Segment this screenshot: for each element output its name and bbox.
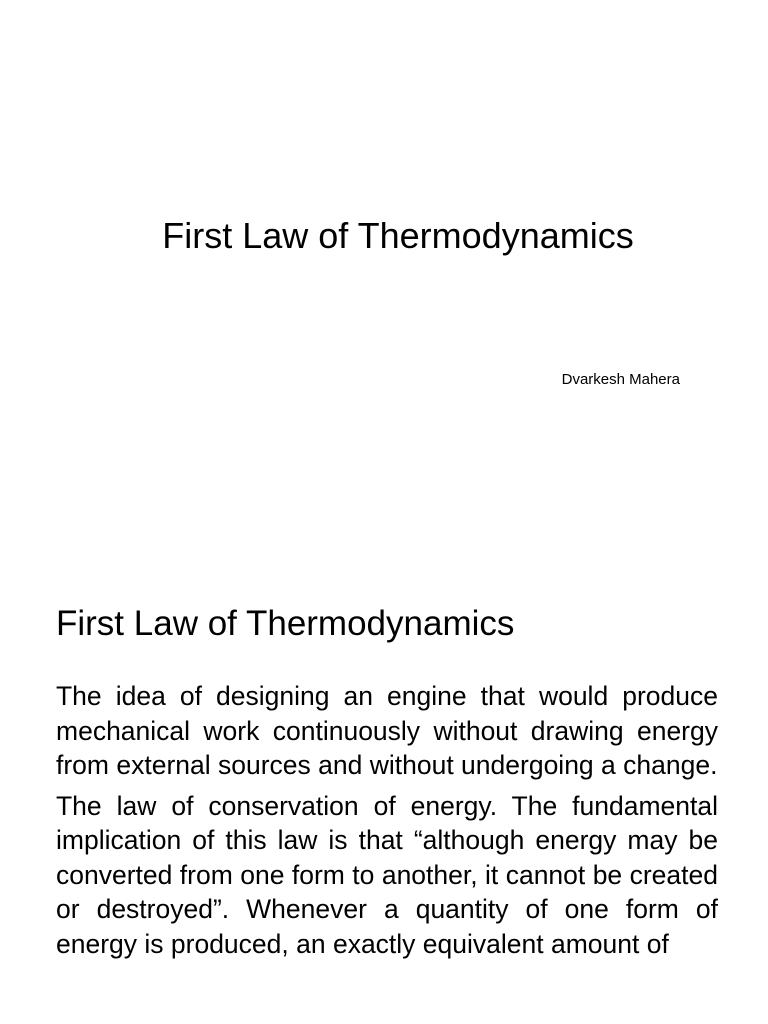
slide-heading: First Law of Thermodynamics	[56, 604, 515, 643]
body-paragraph: The law of conservation of energy. The fundamental implication of this law is that “although energy may be converted from one form to another, it cannot be created or destroyed”. Whenever a quantity of one form of energy is produced, an exactly equivalent amount of	[56, 790, 718, 959]
content-slide	[0, 577, 768, 1024]
body-paragraph: The idea of designing an engine that would produce mechanical work continuously without drawing energy from external sources and without undergoing a change.	[56, 681, 718, 780]
presentation-title: First Law of Thermodynamics	[162, 215, 634, 256]
author-name: Dvarkesh Mahera	[561, 371, 680, 388]
slide-body	[56, 679, 718, 967]
